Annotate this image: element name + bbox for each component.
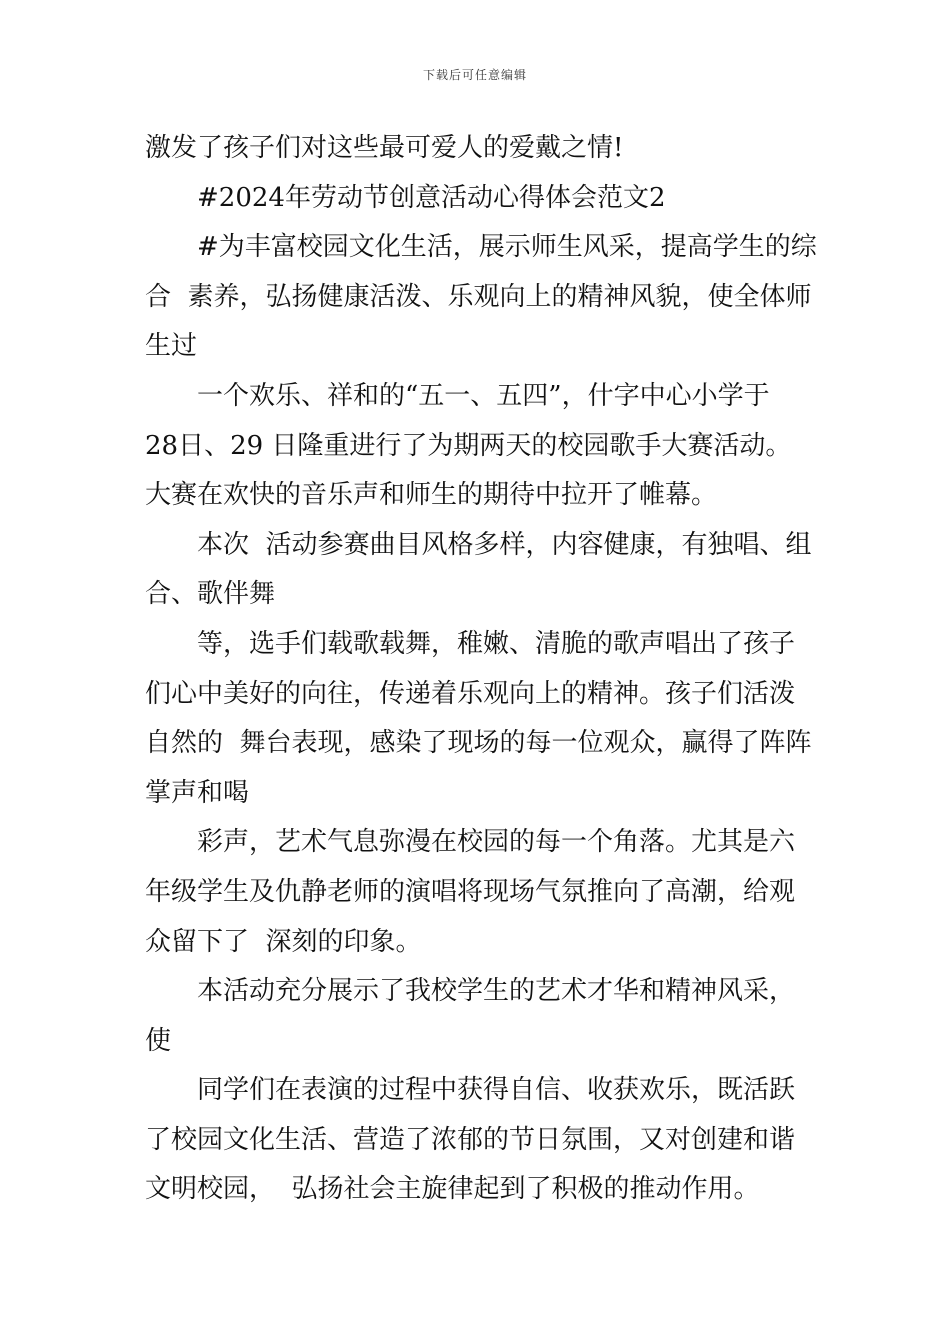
body-line: 们心中美好的向往，传递着乐观向上的精神。孩子们活泼 [145,678,796,709]
body-line: 文明校园， 弘扬社会主旋律起到了积极的推动作用。 [145,1174,760,1205]
body-line: 彩声，艺术气息弥漫在校园的每一个角落。尤其是六 [197,827,796,858]
body-line: 同学们在表演的过程中获得自信、收获欢乐，既活跃 [197,1075,796,1106]
document-body [145,124,817,1215]
body-line: 激发了孩子们对这些最可爱人的爱戴之情! [145,133,624,163]
body-line: 合、歌伴舞 [145,579,276,610]
section-heading: #2024年劳动节创意活动心得体会范文2 [197,182,666,213]
body-line: 大赛在欢快的音乐声和师生的期待中拉开了帷幕。 [145,480,718,511]
body-line: 了校园文化生活、营造了浓郁的节日氛围，又对创建和谐 [145,1124,796,1155]
body-line: 合 素养，弘扬健康活泼、乐观向上的精神风貌，使全体师 [145,281,812,312]
body-line: 自然的 舞台表现，感染了现场的每一位观众，赢得了阵阵 [145,728,812,759]
body-line: 生过 [145,331,198,362]
body-line: 28日、29 日隆重进行了为期两天的校园歌手大赛活动。 [145,430,792,461]
body-line: 众留下了 深刻的印象。 [145,926,422,957]
body-line: 掌声和喝 [145,777,250,808]
body-line: 本次 活动参赛曲目风格多样，内容健康，有独唱、组 [197,529,812,560]
page-header-note: 下载后可任意编辑 [422,68,527,82]
body-line: 年级学生及仇静老师的演唱将现场气氛推向了高潮，给观 [145,876,796,907]
body-line: 等，选手们载歌载舞，稚嫩、清脆的歌声唱出了孩子 [197,628,796,659]
body-line: 一个欢乐、祥和的“五一、五四”，什字中心小学于 [197,380,770,411]
body-line: 本活动充分展示了我校学生的艺术才华和精神风采， [197,976,796,1007]
body-line: #为丰富校园文化生活，展示师生风采，提高学生的综 [197,232,817,263]
body-line: 使 [145,1025,172,1056]
